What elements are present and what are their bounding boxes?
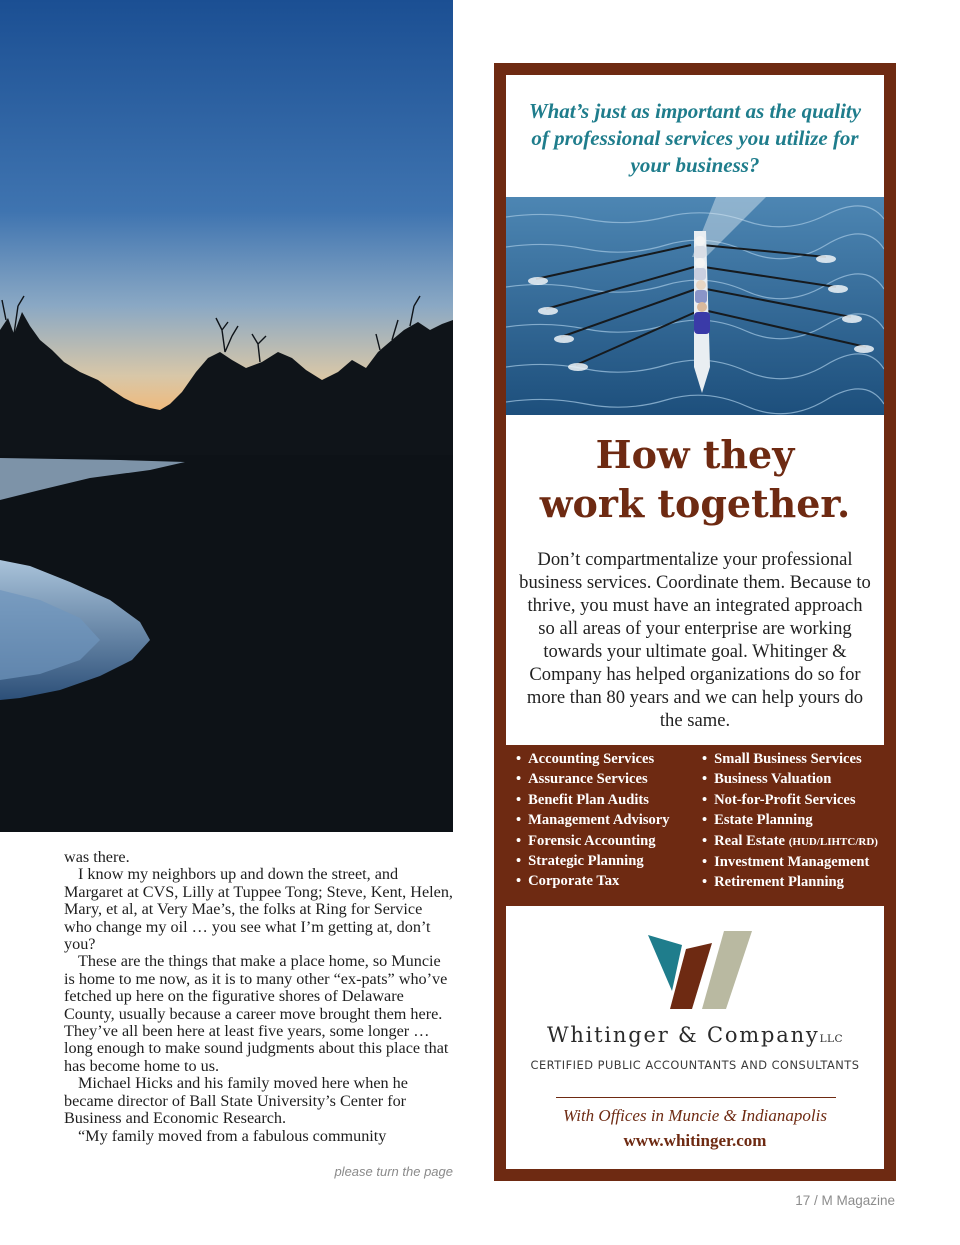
services-list	[506, 749, 884, 901]
article-paragraph: Michael Hicks and his family moved here when he became director of Ball State University’s Center for Business and Economic Research.	[64, 1074, 408, 1128]
service-item: • Not-for-Profit Services	[702, 790, 884, 810]
article-paragraph: was there.	[64, 848, 130, 866]
service-item-real-estate	[702, 831, 884, 852]
office-locations: With Offices in Muncie & Indianapolis	[563, 1106, 827, 1125]
page-folio: 17 / M Magazine	[795, 1193, 895, 1208]
service-item: • Corporate Tax	[516, 871, 702, 891]
company-name-text: Whitinger & Company	[546, 1023, 820, 1047]
company-suffix: LLC	[819, 1033, 844, 1045]
ad-question: What’s just as important as the quality of professional services you utilize for your business?	[528, 98, 862, 177]
ad-headline-line: How they	[595, 432, 795, 477]
ad-headline-line: work together.	[539, 481, 851, 526]
ad-headline	[506, 430, 884, 528]
service-item: • Forensic Accounting	[516, 831, 702, 851]
company-tagline: CERTIFIED PUBLIC ACCOUNTANTS AND CONSULTANTS	[530, 1058, 860, 1072]
service-item: • Management Advisory	[516, 810, 702, 830]
article-paragraph: These are the things that make a place home, so Muncie is home to me now, as it is to many other “ex-pats” who’ve fetched up here on the figurative shores of Delaware County, usually because a career move brought them here. They’ve all been here at least five years, some longer … long enough to make sound judgments about this place that has become home to us.	[64, 952, 449, 1075]
ad-body-copy: Don’t compartmentalize your professional business services. Coordinate them. Because to thrive, you must have an integrated approach so all areas of your enterprise are working towards your ultimate goal. Whitinger & Company has helped organizations do so for more than 80 years and we can help yours do the same.	[519, 549, 871, 731]
article-paragraph: “My family moved from a fabulous community	[78, 1126, 387, 1145]
service-item: • Benefit Plan Audits	[516, 790, 702, 810]
continued-note: please turn the page	[334, 1164, 453, 1179]
ad-contact-panel	[506, 906, 884, 1169]
article-paragraph: I know my neighbors up and down the street, and Margaret at CVS, Lilly at Tuppee Tong; Steve, Kent, Helen, Mary, et al, at Very Mae’s, the folks at Ring for Service who change my oil … you see what I’m getting at, don’t you?	[64, 865, 453, 954]
service-item: • Investment Management	[702, 852, 884, 872]
services-column-right	[702, 749, 884, 901]
river-sunset-photo	[0, 0, 453, 832]
website-link[interactable]: www.whitinger.com	[623, 1131, 767, 1150]
service-item-label: Real Estate	[714, 832, 786, 849]
service-item: • Business Valuation	[702, 769, 884, 789]
service-item: • Strategic Planning	[516, 851, 702, 871]
ad-message-panel	[506, 415, 884, 745]
article-text	[64, 849, 454, 1145]
divider	[556, 1097, 836, 1098]
whitinger-advertisement	[494, 63, 896, 1181]
service-item: • Small Business Services	[702, 749, 884, 769]
service-item-note: (HUD/LIHTC/RD)	[788, 835, 878, 848]
ad-question-panel	[506, 75, 884, 197]
rowing-crew-photo	[506, 197, 884, 415]
service-item: • Estate Planning	[702, 810, 884, 830]
whitinger-logo-icon	[648, 931, 754, 1011]
service-item: • Retirement Planning	[702, 872, 884, 892]
services-column-left	[516, 749, 702, 901]
service-item: • Assurance Services	[516, 769, 702, 789]
company-name	[506, 1023, 884, 1047]
service-item: • Accounting Services	[516, 749, 702, 769]
